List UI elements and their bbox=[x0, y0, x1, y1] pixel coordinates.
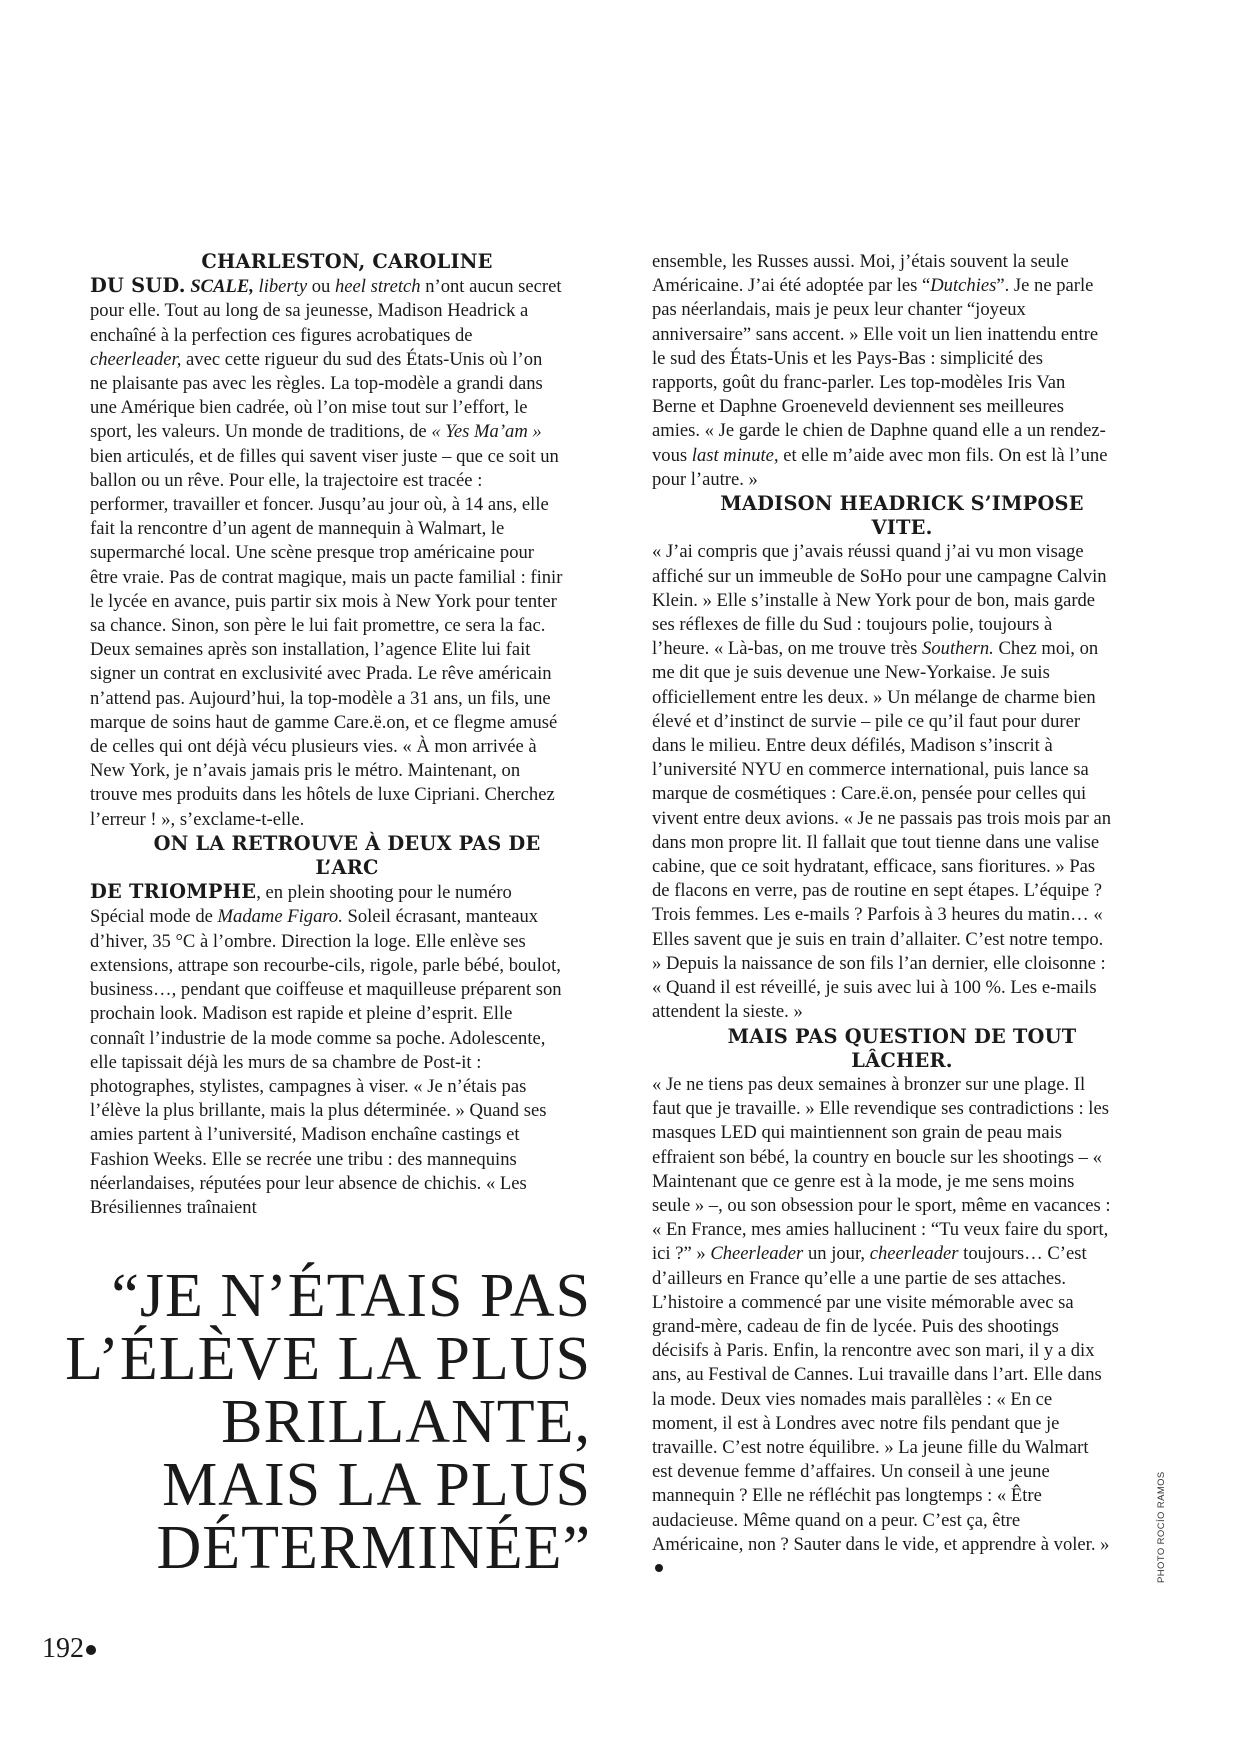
lead-in-tout-lacher: MAIS PAS QUESTION DE TOUT LÂCHER. bbox=[727, 1024, 1077, 1072]
lead-in-charleston: CHARLESTON, CAROLINE bbox=[201, 250, 493, 273]
paragraph-arc-de-triomphe bbox=[90, 832, 564, 1220]
italic-cheerleader: Cheerleader bbox=[710, 1243, 804, 1265]
italic-yes-maam: « Yes Ma’am » bbox=[431, 421, 542, 443]
body-text: bien articulés, et de filles qui savent viser juste – que ce soit un ballon ou un rêve. Pour elle, la trajectoire est tracée : performer, travailler et foncer. Jusqu’au jour où, à 14 ans, elle fait la rencontre d’un agent de mannequin à Walmart, le supermarché local. Une scène presque trop américaine pour être vraie. Pas de contrat magique, mais un pacte familial : finir le lycée en avance, puis partir six mois à New York pour tenter sa chance. Sinon, son père le lui fait promettre, ce sera la fac. Deux semaines après son installation, l’agence Elite lui fait signer un contrat en exclusivité avec Prada. Le rêve américain n’attend pas. Aujourd’hui, la top-modèle a 31 ans, un fils, une marque de soins haut de gamme Care.ë.on, et ce flegme amusé de celles qui ont déjà vécu plusieurs vies. « À mon arrivée à New York, je n’avais jamais pris le métro. Maintenant, on trouve mes produits dans les hôtels de luxe Cipriani. Cherchez l’erreur ! », s’exclame-t-elle. bbox=[90, 445, 563, 830]
bullet-icon bbox=[86, 1645, 96, 1655]
page-number bbox=[42, 1633, 96, 1665]
pull-quote-line: MAIS LA PLUS bbox=[162, 1451, 591, 1519]
body-text: « J’ai compris que j’avais réussi quand j’ai vu mon visage affiché sur un immeuble de SoHo pour une campagne Calvin Klein. » Elle s’installe à New York pour de bon, mais garde ses réflexes de fille du Sud : toujours polie, toujours à l’heure. « Là-bas, on me trouve très bbox=[652, 541, 1107, 660]
italic-liberty: liberty bbox=[258, 276, 308, 298]
paragraph-continued bbox=[652, 250, 1112, 492]
body-text: un jour, bbox=[807, 1243, 866, 1265]
article-left-column bbox=[90, 250, 564, 1220]
paragraph-tout-lacher bbox=[652, 1025, 1112, 1582]
body-text: « Je ne tiens pas deux semaines à bronzer sur une plage. Il faut que je travaille. » Elle revendique ses contradictions : les masques LED qui maintiennent son grain de peau mais effraient son bébé, la country en boucle sur les shootings – « Maintenant que ce genre est à la mode, je me sens moins seule » –, ou son obsession pour le sport, même en vacances : « En France, mes amies hallucinent : “Tu veux faire du sport, ici ?” » bbox=[652, 1073, 1111, 1265]
italic-heel-stretch: heel stretch bbox=[335, 276, 421, 298]
paragraph-charleston bbox=[90, 250, 564, 832]
pull-quote-line: DÉTERMINÉE” bbox=[156, 1514, 591, 1582]
lead-in-arc: ON LA RETROUVE À DEUX PAS DE L’ARC bbox=[153, 831, 541, 880]
body-text: Chez moi, on me dit que je suis devenue une New-Yorkaise. Je suis officiellement entre les deux. » Un mélange de charme bien élevé et d’instinct de survie – pile ce qu’il faut pour durer dans le milieu. Entre deux défilés, Madison s’inscrit à l’université NYU en commerce international, puis lance sa marque de cosmétiques : Care.ë.on, pensée pour celles qui vivent entre deux avions. « Je ne passais pas trois mois par an dans mon propre lit. Il fallait que tout tienne dans une valise cabine, que ce soit hydratant, efficace, sans fioritures. » Pas de flacons en verre, pas de routine en sept étapes. L’équipe ? Trois femmes. Les e-mails ? Parfois à 3 heures du matin… « Elles savent que je suis en train d’allaiter. C’est notre tempo. » Depuis la naissance de son fils l’an dernier, elle cloisonne : « Quand il est réveillé, je suis avec lui à 100 %. Les e-mails attendent la sieste. » bbox=[652, 638, 1112, 1023]
italic-southern: Southern. bbox=[922, 638, 994, 660]
italic-last-minute: last minute, bbox=[691, 444, 779, 466]
article-right-column bbox=[652, 250, 1112, 1581]
body-text: ensemble, les Russes aussi. Moi, j’étais souvent la seule Américaine. J’ai été adoptée par les “ bbox=[652, 251, 1069, 297]
text-ou: ou bbox=[311, 276, 331, 298]
body-text: n’ont aucun secret pour elle. Tout au long de sa jeunesse, Madison Headrick a enchaîné à la perfection ces figures acrobatiques de bbox=[90, 276, 562, 346]
lead-in-impose-vite: MADISON HEADRICK S’IMPOSE VITE. bbox=[720, 492, 1084, 540]
italic-madame-figaro: Madame Figaro. bbox=[217, 906, 343, 928]
page-number-text: 192 bbox=[42, 1633, 84, 1664]
paragraph-impose-vite bbox=[652, 492, 1112, 1024]
body-text: avec cette rigueur du sud des États-Unis où l’on ne plaisante pas avec les règles. La top-modèle a grandi dans une Amérique bien cadrée, où l’on mise tout sur l’effort, le sport, les valeurs. Un monde de traditions, de bbox=[90, 348, 543, 443]
body-text: toujours… C’est d’ailleurs en France qu’elle a une partie de ses attaches. L’histoire a commencé par une visite mémorable avec sa grand-mère, cadeau de fin de lycée. Puis des shootings décisifs à Paris. Enfin, la rencontre avec son mari, il y a dix ans, au Festival de Cannes. Lui travaille dans l’art. Elle dans la mode. Deux vies nomades mais parallèles : « En ce moment, il est à Londres avec notre fils pendant que je travaille. C’est notre équilibre. » La jeune fille du Walmart est devenue femme d’affaires. Un conseil à une jeune mannequin ? Elle ne réfléchit pas longtemps : « Être audacieuse. Même quand on a peur. C’est ça, être Américaine, non ? Sauter dans le vide, et apprendre à voler. » bbox=[652, 1243, 1110, 1555]
italic-cheerleader: cheerleader bbox=[869, 1243, 959, 1265]
pull-quote-line: “JE N’ÉTAIS PAS bbox=[111, 1262, 591, 1330]
body-text: , en plein shooting pour le numéro Spécial mode de bbox=[90, 882, 512, 928]
italic-cheerleader: cheerleader, bbox=[90, 348, 182, 370]
end-mark-icon bbox=[655, 1564, 663, 1572]
italic-dutchies: Dutchies bbox=[930, 275, 997, 297]
lead-in-charleston-cont: DU SUD. bbox=[90, 274, 186, 298]
pull-quote-line: L’ÉLÈVE LA PLUS bbox=[65, 1325, 591, 1393]
photo-credit: PHOTO ROCÍO RAMOS bbox=[1156, 1471, 1167, 1583]
pull-quote-line: BRILLANTE, bbox=[221, 1388, 591, 1456]
italic-scale: SCALE, bbox=[190, 276, 254, 298]
pull-quote bbox=[31, 1262, 591, 1582]
body-text: ”. Je ne parle pas néerlandais, mais je peux leur chanter “joyeux anniversaire” sans accent. » Elle voit un lien inattendu entre le sud des États-Unis et les Pays-Bas : simplicité des rapports, goût du franc-parler. Les top-modèles Iris Van Berne et Daphne Groeneveld deviennent ses meilleures amies. « Je garde le chien de Daphne quand elle a un rendez-vous bbox=[652, 275, 1106, 466]
lead-in-arc-cont: DE TRIOMPHE bbox=[90, 880, 257, 904]
body-text: Soleil écrasant, manteaux d’hiver, 35 °C à l’ombre. Direction la loge. Elle enlève ses extensions, attrape son recourbe-cils, rigole, parle bébé, boulot, business…, pendant que coiffeuse et maquilleuse préparent son prochain look. Madison est rapide et pleine d’esprit. Elle connaît l’industrie de la mode comme sa poche. Adolescente, elle tapissait déjà les murs de sa chambre de Post-it : photographes, stylistes, campagnes à viser. « Je n’étais pas l’élève la plus brillante, mais la plus déterminée. » Quand ses amies partent à l’université, Madison enchaîne castings et Fashion Weeks. Elle se recrée une tribu : des mannequins néerlandaises, réputées pour leur absence de chichis. « Les Brésiliennes traînaient bbox=[90, 906, 562, 1218]
body-text: et elle m’aide avec mon fils. On est là l’une pour l’autre. » bbox=[652, 444, 1108, 490]
